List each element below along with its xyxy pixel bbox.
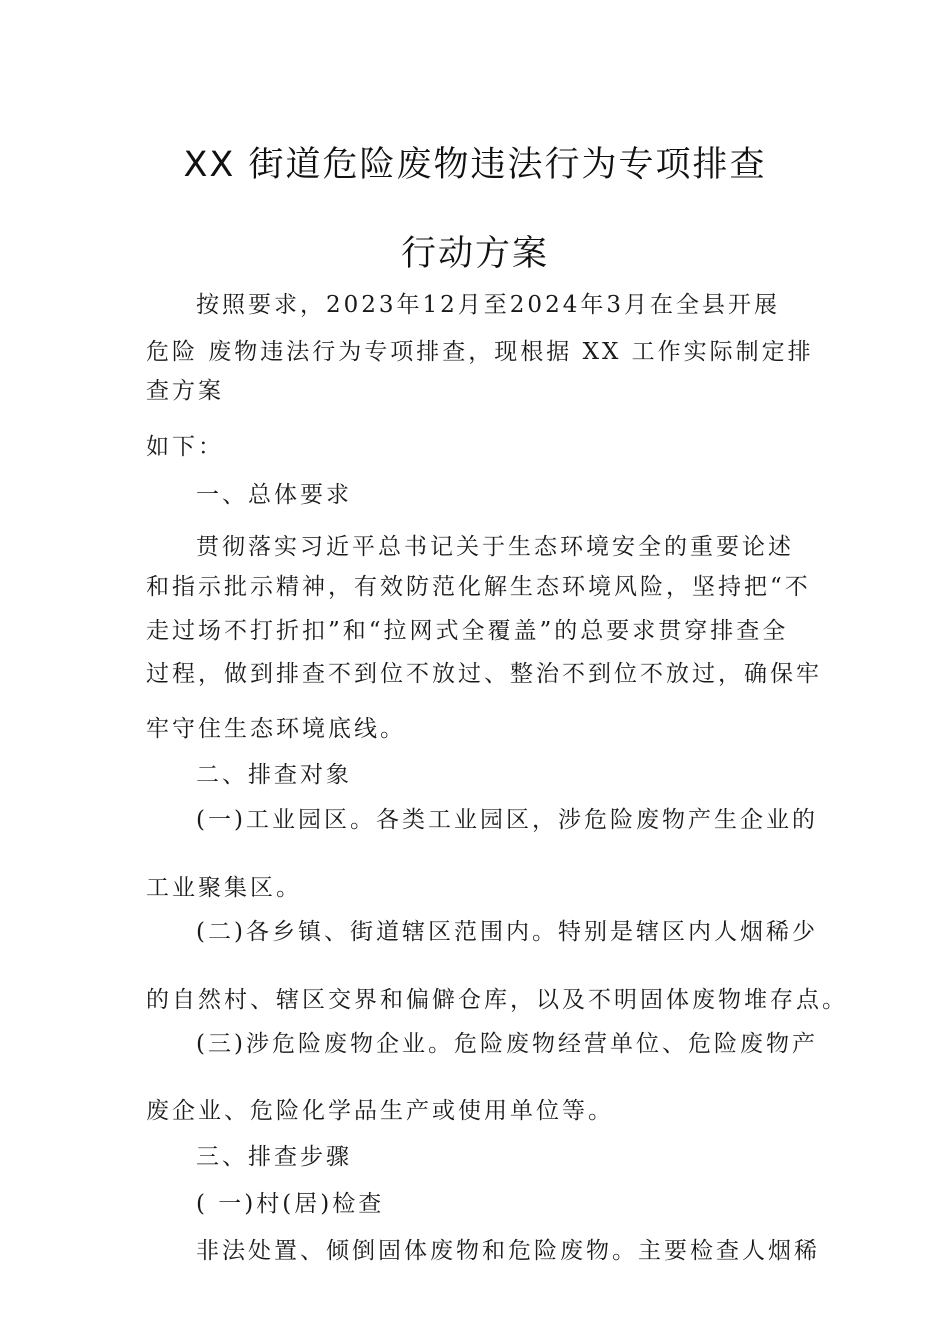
document-title-line2: 行动方案 bbox=[400, 234, 549, 274]
paragraph-line: 工业聚集区。 bbox=[146, 875, 302, 901]
paragraph-line: 危险 废物违法行为专项排查，现根据 XX 工作实际制定排 bbox=[146, 339, 814, 365]
paragraph-line: 贯彻落实习近平总书记关于生态环境安全的重要论述 bbox=[196, 534, 794, 560]
paragraph-line: 的自然村、辖区交界和偏僻仓库，以及不明固体废物堆存点。 bbox=[146, 987, 848, 1013]
paragraph-line: (一)工业园区。各类工业园区，涉危险废物产生企业的 bbox=[196, 807, 818, 833]
paragraph-line: 过程，做到排查不到位不放过、整治不到位不放过，确保牢 bbox=[146, 661, 822, 687]
document-title: XX 街道危险废物违法行为专项排查 bbox=[183, 145, 767, 185]
section-heading: 一、总体要求 bbox=[196, 482, 352, 508]
paragraph-line: 非法处置、倾倒固体废物和危险废物。主要检查人烟稀 bbox=[196, 1238, 820, 1264]
paragraph-line: 废企业、危险化学品生产或使用单位等。 bbox=[146, 1098, 614, 1124]
section-heading: 二、排查对象 bbox=[196, 762, 352, 788]
section-heading: 三、排查步骤 bbox=[196, 1144, 352, 1170]
paragraph-line: 牢守住生态环境底线。 bbox=[146, 716, 406, 742]
paragraph-line: 如下： bbox=[146, 434, 224, 460]
paragraph-line: (三)涉危险废物企业。危险废物经营单位、危险废物产 bbox=[196, 1031, 818, 1057]
subsection-heading: ( 一)村(居)检查 bbox=[196, 1191, 385, 1217]
paragraph-line: 按照要求，2023年12月至2024年3月在全县开展 bbox=[196, 292, 780, 318]
paragraph-line: 和指示批示精神，有效防范化解生态环境风险，坚持把“不 bbox=[146, 574, 811, 600]
paragraph-line: 走过场不打折扣”和“拉网式全覆盖”的总要求贯穿排查全 bbox=[146, 618, 789, 644]
paragraph-line: (二)各乡镇、街道辖区范围内。特别是辖区内人烟稀少 bbox=[196, 919, 818, 945]
paragraph-line: 查方案 bbox=[146, 378, 224, 404]
